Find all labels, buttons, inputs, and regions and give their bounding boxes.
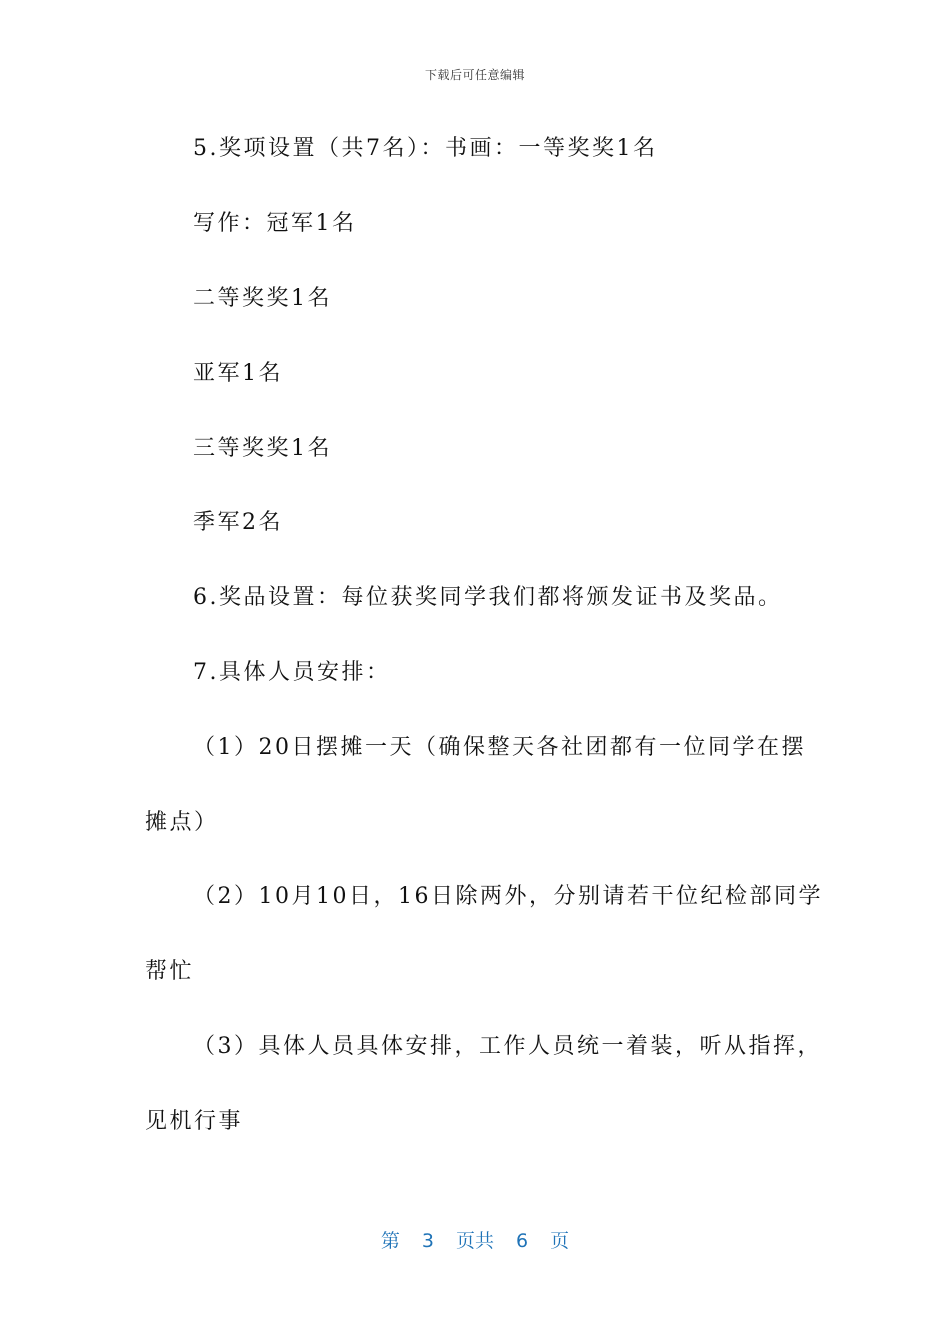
paragraph-line: （2）10月10日，16日除两外，分别请若干位纪检部同学 — [193, 884, 823, 909]
paragraph-line: 帮忙 — [145, 959, 195, 984]
paragraph-line: 7.具体人员安排： — [193, 660, 391, 685]
paragraph-line: （3）具体人员具体安排，工作人员统一着装，听从指挥， — [193, 1034, 822, 1059]
paragraph-line: （1）20日摆摊一天（确保整天各社团都有一位同学在摆 — [193, 735, 806, 760]
paragraph-line: 写作：冠军1名 — [193, 211, 357, 236]
paragraph-line: 二等奖奖1名 — [193, 286, 332, 311]
paragraph-line: 见机行事 — [145, 1109, 244, 1134]
paragraph-line: 摊点） — [145, 810, 219, 835]
page-footer — [0, 1226, 950, 1253]
paragraph-line: 三等奖奖1名 — [193, 436, 332, 461]
paragraph-line: 5.奖项设置（共7名）：书画：一等奖奖1名 — [193, 136, 658, 161]
current-page-number: 3 — [421, 1230, 434, 1252]
paragraph-line: 季军2名 — [193, 510, 283, 535]
paragraph-line: 亚军1名 — [193, 361, 283, 386]
page-header: 下载后可任意编辑 — [424, 68, 525, 82]
paragraph-line: 6.奖品设置：每位获奖同学我们都将颁发证书及奖品。 — [193, 585, 783, 610]
footer-middle: 页共 — [455, 1230, 494, 1252]
footer-suffix: 页 — [550, 1230, 570, 1252]
footer-prefix: 第 — [380, 1230, 400, 1252]
total-pages-number: 6 — [516, 1230, 529, 1252]
